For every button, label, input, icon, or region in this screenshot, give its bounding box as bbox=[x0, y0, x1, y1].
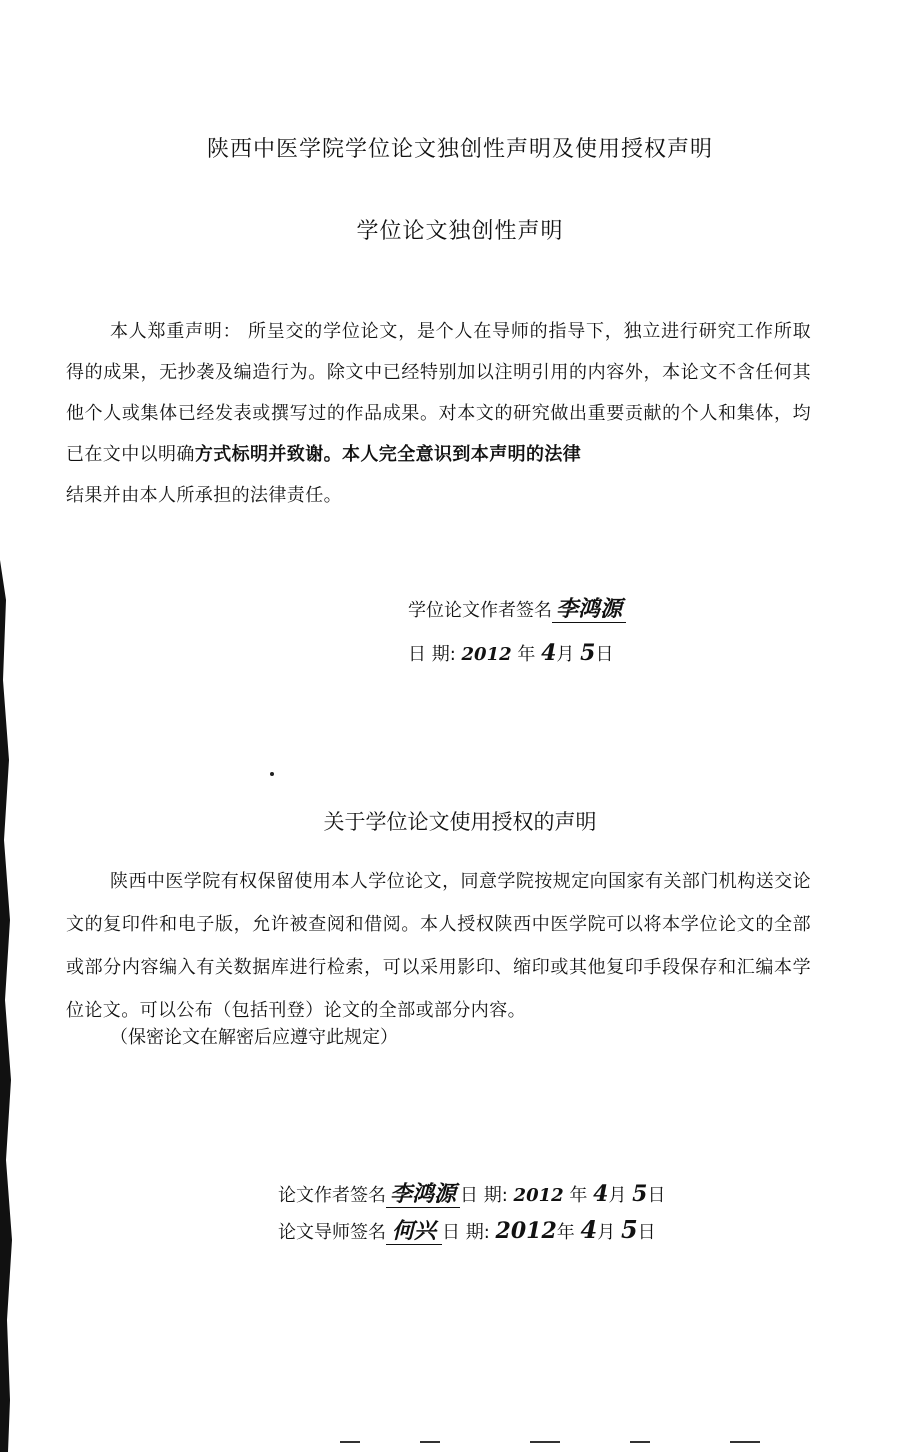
advisor-date-day: 5 bbox=[620, 1215, 638, 1244]
paper-author-date-month: 4 bbox=[593, 1181, 609, 1207]
originality-text-end: 结果并由本人所承担的法律责任。 bbox=[66, 485, 342, 506]
advisor-month-char: 月 bbox=[597, 1222, 616, 1243]
advisor-handwritten-signature: 何兴 bbox=[386, 1218, 442, 1245]
authorization-statement-paragraph: 陕西中医学院有权保留使用本人学位论文，同意学院按规定向国家有关部门机构送交论文的复印件和电子版，允许被查阅和借阅。本人授权陕西中医学院可以将本学位论文的全部或部分内容编入有关数据库进行检索，可以采用影印、缩印或其他复印手段保存和汇编本学位论文。可以公布（包括刊登）论文的全部或部分内容。 bbox=[66, 871, 811, 1021]
paper-author-signature-row bbox=[278, 1177, 665, 1208]
date-month-handwritten: 4 bbox=[541, 640, 557, 666]
author-date-row bbox=[408, 640, 613, 666]
authorization-section-title: 关于学位论文使用授权的声明 bbox=[323, 810, 597, 834]
advisor-label: 论文导师签名 bbox=[278, 1222, 386, 1243]
author-signature-row bbox=[408, 592, 626, 623]
advisor-date-month: 4 bbox=[580, 1215, 598, 1244]
paper-author-date-year: 2012 bbox=[513, 1185, 564, 1206]
author-handwritten-signature: 李鸿源 bbox=[552, 596, 626, 623]
paper-author-date-label: 日 期: bbox=[460, 1185, 508, 1206]
advisor-year-char: 年 bbox=[556, 1222, 575, 1243]
date-label: 日 期: bbox=[408, 644, 456, 665]
advisor-date-label: 日 期: bbox=[442, 1222, 490, 1243]
originality-text-main: 本人郑重声明： 所呈交的学位论文，是个人在导师的指导下，独立进行研究工作所取得的成果，无抄袭及编造行为。除文中已经特别加以注明引用的内容外，本论文不含任何其他个人或集体已经发表或撰写过的作品成果。对本文的研究做出重要贡献的个人和集体，均已在文中以明确 bbox=[66, 321, 811, 465]
advisor-signature-row bbox=[278, 1214, 656, 1245]
paper-author-day-char: 日 bbox=[647, 1185, 666, 1206]
year-char: 年 bbox=[517, 644, 536, 665]
paper-author-handwritten-signature: 李鸿源 bbox=[386, 1181, 460, 1208]
day-char: 日 bbox=[595, 644, 614, 665]
advisor-day-char: 日 bbox=[637, 1222, 656, 1243]
scan-bottom-marks bbox=[330, 1436, 790, 1446]
originality-statement-paragraph bbox=[66, 311, 811, 516]
date-year-handwritten: 2012 bbox=[461, 644, 512, 665]
scan-edge-shadow bbox=[0, 560, 14, 1452]
paper-author-date-day: 5 bbox=[632, 1181, 648, 1207]
document-main-title: 陕西中医学院学位论文独创性声明及使用授权声明 bbox=[206, 137, 713, 162]
paper-author-label: 论文作者签名 bbox=[278, 1185, 386, 1206]
paper-author-month-char: 月 bbox=[608, 1185, 627, 1206]
secret-thesis-note: （保密论文在解密后应遵守此规定） bbox=[110, 1027, 398, 1048]
originality-text-bold-run: 方式标明并致谢。本人完全意识到本声明的法律 bbox=[194, 444, 582, 465]
originality-section-title: 学位论文独创性声明 bbox=[356, 219, 564, 244]
scan-speck bbox=[270, 772, 274, 776]
date-day-handwritten: 5 bbox=[580, 640, 596, 666]
advisor-date-year: 2012 bbox=[495, 1218, 557, 1244]
month-char: 月 bbox=[556, 644, 575, 665]
paper-author-year-char: 年 bbox=[569, 1185, 588, 1206]
author-sign-label: 学位论文作者签名 bbox=[408, 600, 552, 621]
